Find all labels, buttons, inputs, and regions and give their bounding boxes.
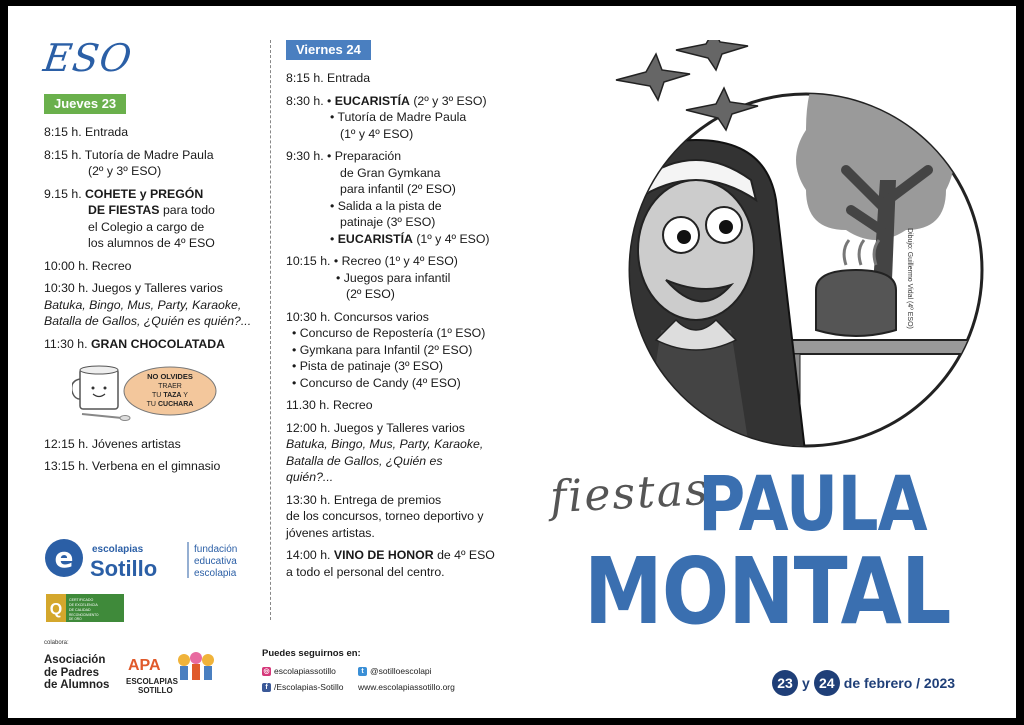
website-link[interactable]: www.escolapiassotillo.org bbox=[358, 682, 455, 692]
svg-text:CERTIFICADO: CERTIFICADO bbox=[69, 598, 94, 602]
title-paula: PAULA bbox=[698, 459, 927, 548]
instagram-link[interactable]: ◎ escolapiassotillo bbox=[263, 666, 336, 676]
event: 10:15 h. • Recreo (1º y 4º ESO) • Juegos para infantil (2º ESO) bbox=[286, 254, 458, 301]
event: 11:30 h. GRAN CHOCOLATADA bbox=[44, 336, 226, 351]
event: 8:15 h. Tutoría de Madre Paula (2º y 3º ESO) bbox=[44, 147, 214, 178]
event: 9:30 h. • Preparación de Gran Gymkana para infantil (2º ESO) • Salida a la pista de patinaje (3º ESO) • EUCARISTÍA (1º y 4º ESO) bbox=[286, 149, 490, 246]
instagram-icon: ◎ bbox=[263, 667, 270, 675]
mug-text-1: NO OLVIDES bbox=[147, 372, 193, 381]
event: 8:15 h. Entrada bbox=[286, 71, 371, 85]
illustration-credit: Dibujo: Guillermo Vidal (4º ESO) bbox=[906, 228, 913, 329]
escolapias-sotillo-logo bbox=[44, 534, 264, 584]
event: 10:30 h. Juegos y Talleres varios Batuka, Bingo, Mus, Party, Karaoke, Batalla de Gallos, ¿Quién es quién?... bbox=[44, 281, 252, 328]
event: 12:15 h. Jóvenes artistas bbox=[44, 437, 181, 451]
twitter-icon: t bbox=[358, 667, 367, 676]
column-divider bbox=[270, 40, 271, 620]
svg-text:escolapias: escolapias bbox=[92, 544, 144, 555]
mug-text-2: TRAER bbox=[158, 383, 182, 390]
event: 8:15 h. Entrada bbox=[44, 125, 129, 139]
event: 10:00 h. Recreo bbox=[44, 258, 132, 273]
event: 12:00 h. Juegos y Talleres varios Batuka, Bingo, Mus, Party, Karaoke, Batalla de Gallos, ¿Quién es quién?... bbox=[286, 420, 484, 484]
quality-seal bbox=[46, 594, 124, 622]
event-dates bbox=[772, 670, 955, 696]
event: 11.30 h. Recreo bbox=[286, 398, 373, 412]
flyer bbox=[8, 6, 1016, 718]
apa-logo bbox=[124, 646, 224, 698]
day-label-thursday: Jueves 23 bbox=[44, 94, 126, 114]
svg-text:SOTILLO: SOTILLO bbox=[138, 686, 173, 695]
svg-text:RECONOCIMIENTO: RECONOCIMIENTO bbox=[69, 613, 99, 617]
date-23: 23 bbox=[772, 670, 798, 696]
svg-text:Sotillo: Sotillo bbox=[90, 556, 158, 581]
svg-text:educativa: educativa bbox=[194, 556, 237, 567]
mug-text-4: TU CUCHARA bbox=[146, 401, 194, 408]
eso-heading: ESO bbox=[40, 36, 136, 80]
collab-label: colabora: bbox=[44, 640, 69, 646]
date-month-year: de febrero / 2023 bbox=[843, 675, 956, 691]
nun-illustration bbox=[576, 40, 996, 460]
facebook-link[interactable]: f /Escolapias-Sotillo bbox=[262, 682, 343, 692]
event: 8:30 h. • EUCARISTÍA (2º y 3º ESO) • Tutoría de Madre Paula (1º y 4º ESO) bbox=[286, 93, 487, 141]
event: 13:30 h. Entrega de premios de los concursos, torneo deportivo y jóvenes artistas. bbox=[286, 492, 484, 540]
title-montal: MONTAL bbox=[584, 538, 951, 645]
facebook-icon: f bbox=[262, 683, 271, 692]
event: 9.15 h. COHETE y PREGÓN DE FIESTAS para todo el Colegio a cargo de los alumnos de 4º ESO bbox=[44, 186, 215, 250]
date-24: 24 bbox=[814, 670, 840, 696]
schedule-friday bbox=[286, 40, 511, 580]
svg-text:DE ORO: DE ORO bbox=[69, 617, 82, 621]
mug-text-3: TU TAZA Y bbox=[152, 392, 188, 399]
ampa-name: Asociación de Padres de Alumnos bbox=[44, 654, 110, 691]
svg-text:DE EXCELENCIA: DE EXCELENCIA bbox=[69, 603, 98, 607]
event: 13:15 h. Verbena en el gimnasio bbox=[44, 459, 221, 473]
svg-text:fundación: fundación bbox=[194, 544, 238, 555]
title-fiestas: fiestas bbox=[548, 463, 711, 524]
schedule-thursday bbox=[40, 36, 259, 352]
mug-reminder-graphic bbox=[72, 361, 220, 421]
svg-text:e: e bbox=[54, 541, 74, 574]
twitter-link[interactable]: t @sotilloescolapi bbox=[358, 666, 432, 676]
svg-text:Q: Q bbox=[49, 601, 63, 618]
day-label-friday: Viernes 24 bbox=[286, 40, 371, 60]
svg-text:escolapia: escolapia bbox=[194, 568, 237, 579]
social-title: Puedes seguirnos en: bbox=[262, 648, 361, 659]
event: 14:00 h. VINO DE HONOR de 4º ESO a todo el personal del centro. bbox=[286, 548, 495, 579]
event: 10:30 h. Concursos varios • Concurso de Repostería (1º ESO) • Gymkana para Infantil (2º ESO) • Pista de patinaje (3º ESO) • Concurso de Candy (4º ESO) bbox=[286, 309, 486, 390]
date-and: y bbox=[802, 675, 810, 691]
svg-text:DE CALIDAD: DE CALIDAD bbox=[69, 608, 91, 612]
svg-text:ESCOLAPIAS: ESCOLAPIAS bbox=[126, 677, 179, 686]
svg-text:APA: APA bbox=[128, 657, 161, 674]
